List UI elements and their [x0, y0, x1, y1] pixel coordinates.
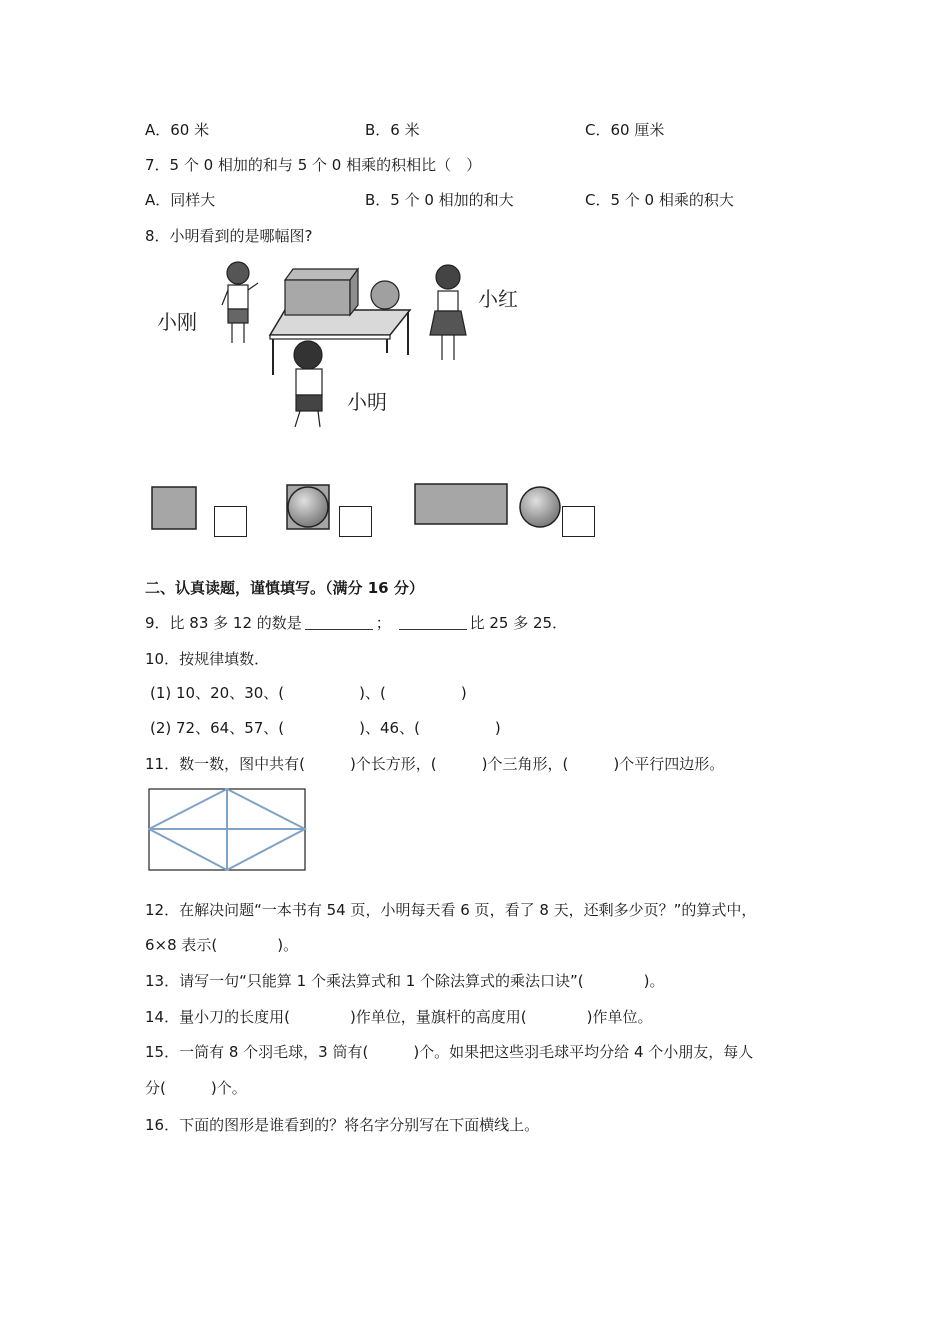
- q9-part2: 比 25 多 25．: [469, 614, 568, 632]
- q8-stem: 8．小明看到的是哪幅图?: [145, 227, 313, 245]
- label-xiaoming: 小明: [347, 390, 387, 414]
- choice-1-square-shape: [152, 487, 196, 529]
- q11-stem: 11．数一数，图中共有( )个长方形，( )个三角形，( )个平行四边形。: [145, 755, 725, 773]
- xiaogang-figure: [222, 262, 258, 343]
- q7-stem: 7．5 个 0 相加的和与 5 个 0 相乘的积相比（ ）: [145, 156, 482, 174]
- q13-stem: 13．请写一句“只能算 1 个乘法算式和 1 个除法算式的乘法口诀”( )。: [145, 972, 665, 990]
- label-xiaohong: 小红: [478, 287, 518, 311]
- q10-row-1: (1) 10、20、30、( )、( ): [150, 684, 467, 702]
- choice-2-checkbox[interactable]: [339, 506, 372, 537]
- q10-row-2: (2) 72、64、57、( )、46、( ): [150, 719, 501, 737]
- q12-line-2: 6×8 表示( )。: [145, 936, 299, 954]
- xiaoming-figure: [294, 341, 322, 427]
- q9-part1: 9．比 83 多 12 的数是: [145, 614, 302, 632]
- choice-3-rectangle-shape: [415, 484, 507, 524]
- q6-option-b: B．6 米: [365, 121, 420, 139]
- choice-1-checkbox[interactable]: [214, 506, 247, 537]
- q12-line-1: 12．在解决问题“一本书有 54 页，小明每天看 6 页，看了 8 天，还剩多少页？”的算式中，: [145, 901, 757, 919]
- q9-blank-2[interactable]: [399, 615, 467, 630]
- xiaohong-figure: [430, 265, 466, 360]
- label-xiaogang: 小刚: [157, 310, 197, 334]
- q7-option-c: C．5 个 0 相乘的积大: [585, 191, 734, 209]
- choice-2-ball-shape: [288, 487, 328, 527]
- q9: [145, 612, 567, 633]
- q16-stem: 16．下面的图形是谁看到的？将名字分别写在下面横线上。: [145, 1116, 540, 1134]
- q7-option-a: A．同样大: [145, 191, 216, 209]
- q7-option-b: B．5 个 0 相加的和大: [365, 191, 514, 209]
- q14-stem: 14．量小刀的长度用( )作单位，量旗杆的高度用( )作单位。: [145, 1008, 653, 1026]
- q15-line-2: 分( )个。: [145, 1079, 247, 1097]
- q6-option-a: A．60 米: [145, 121, 210, 139]
- q11-diagram: [148, 788, 308, 872]
- choice-3-checkbox[interactable]: [562, 506, 595, 537]
- q6-option-c: C．60 厘米: [585, 121, 665, 139]
- section-2-title: 二、认真读题，谨慎填写。（满分 16 分）: [145, 579, 424, 597]
- choice-3-ball-shape: [520, 487, 560, 527]
- q15-line-1: 15．一筒有 8 个羽毛球，3 筒有( )个。如果把这些羽毛球平均分给 4 个小朋友，每人: [145, 1043, 754, 1061]
- q9-blank-1[interactable]: [305, 615, 373, 630]
- q10-stem: 10．按规律填数．: [145, 650, 270, 668]
- q8-scene-illustration: [150, 255, 530, 435]
- q9-sep: ；: [375, 614, 391, 632]
